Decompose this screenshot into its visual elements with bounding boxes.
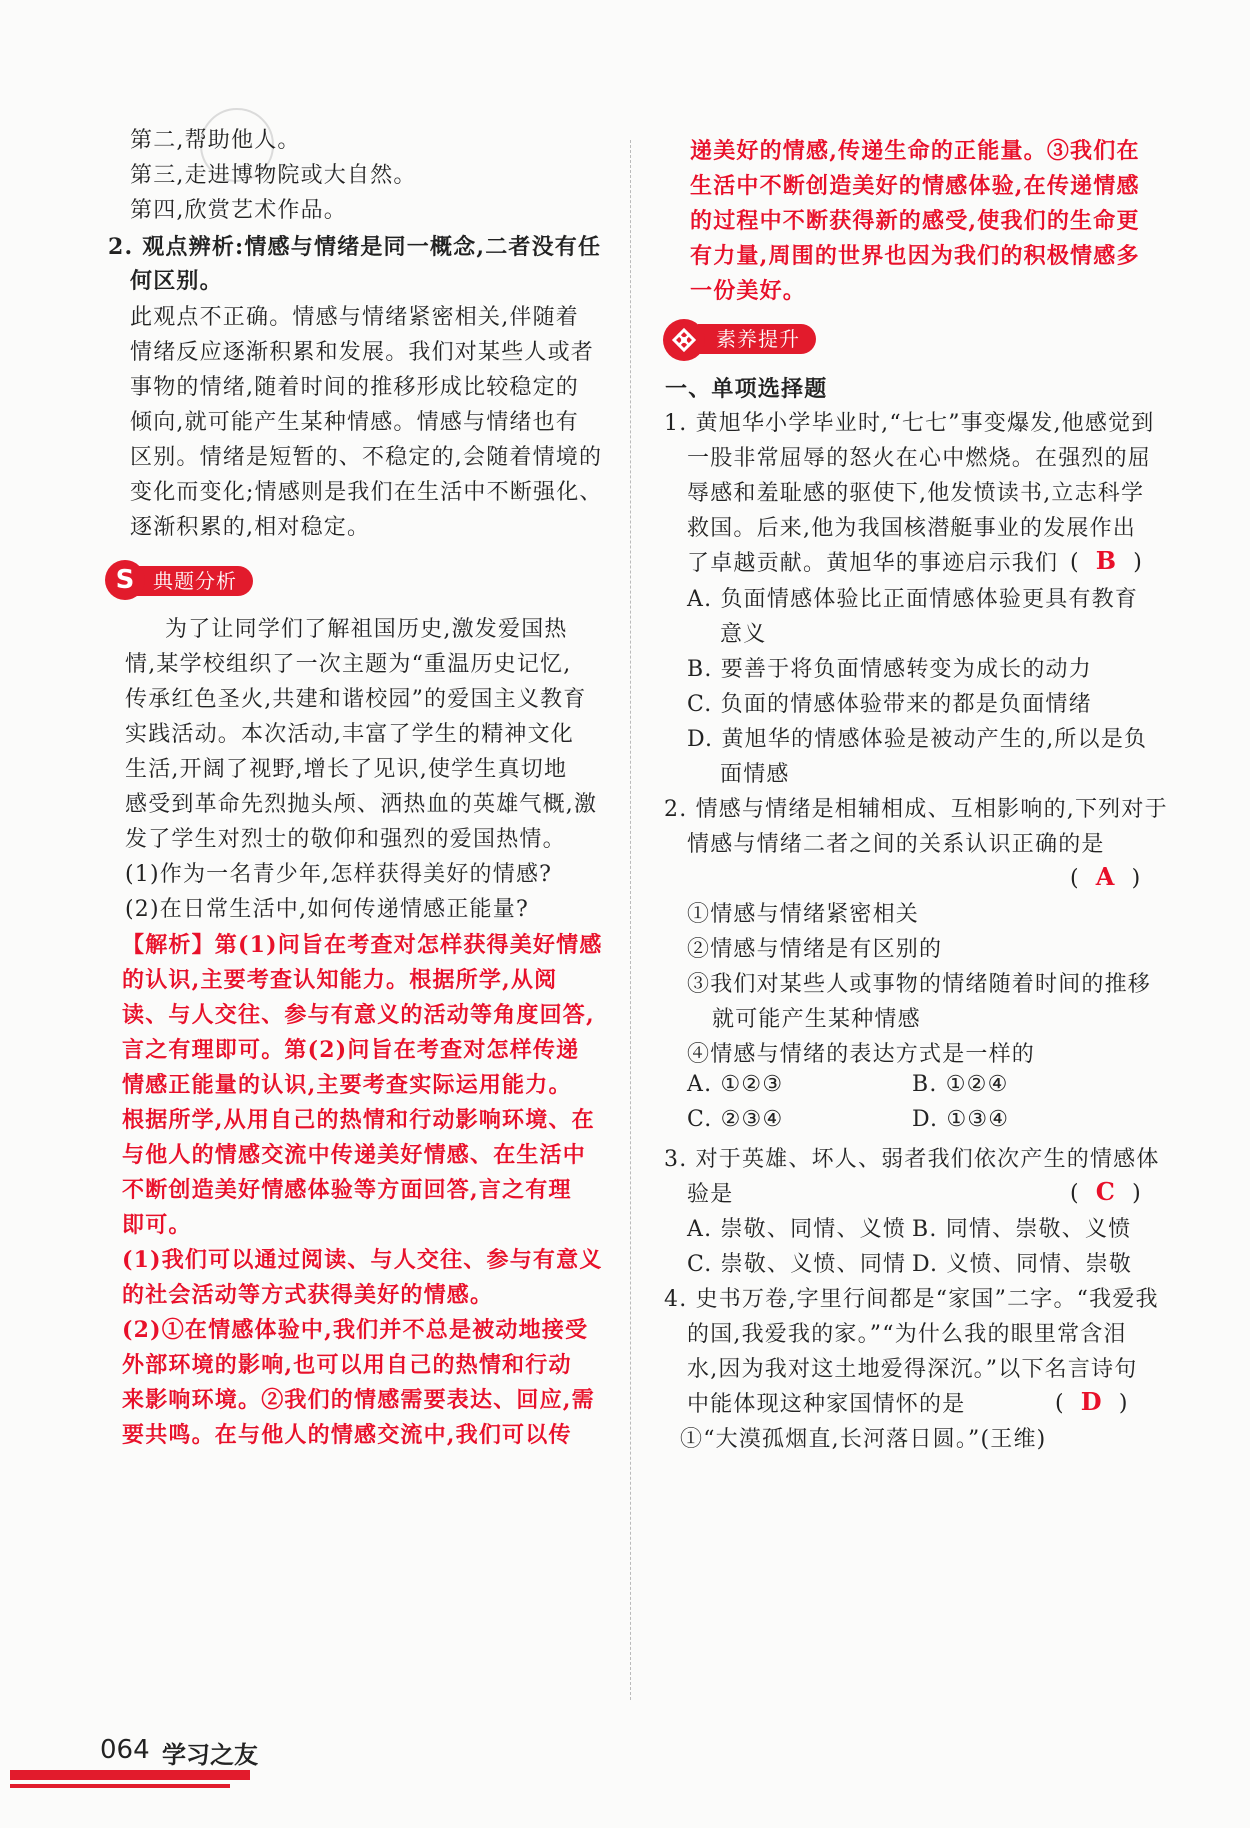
answer-bracket: ( A ): [1070, 862, 1142, 891]
option: B. 同情、崇敬、义愤: [912, 1217, 1132, 1242]
option: C. ②③④: [687, 1107, 784, 1132]
answer-bracket: ( D ): [1055, 1387, 1129, 1416]
answer-bracket: ( C ): [1070, 1177, 1142, 1206]
brand-logo-text: 学习之友: [162, 1740, 258, 1769]
option: C. 崇敬、义愤、同情: [687, 1252, 907, 1277]
answer-line: (2)①在情感体验中,我们并不总是被动地接受: [122, 1317, 589, 1343]
option: D. 义愤、同情、崇敬: [912, 1252, 1133, 1277]
section-title: 素养提升: [698, 324, 816, 354]
answer-line: (1)我们可以通过阅读、与人交往、参与有意义: [122, 1247, 603, 1273]
q1-line: 辱感和羞耻感的驱使下,他发愤读书,立志科学: [687, 481, 1145, 506]
analysis-line: 的认识,主要考查认知能力。根据所学,从阅: [122, 967, 558, 993]
q2-answer: A: [1095, 862, 1116, 891]
option: 面情感: [720, 762, 790, 787]
q2-body: 变化而变化;情感则是我们在生活中不断强化、: [130, 480, 603, 505]
q3-line: 3. 对于英雄、坏人、弱者我们依次产生的情感体: [664, 1147, 1160, 1172]
analysis-line: 即可。: [122, 1212, 192, 1238]
statement: ④情感与情绪的表达方式是一样的: [687, 1042, 1036, 1067]
analysis-line: 言之有理即可。第(2)问旨在考查对怎样传递: [122, 1037, 580, 1063]
analysis-line: 与他人的情感交流中传递美好情感、在生活中: [122, 1142, 587, 1168]
option: B. 要善于将负面情感转变为成长的动力: [687, 657, 1092, 682]
q3-line: 验是: [687, 1182, 734, 1207]
answer-line: 外部环境的影响,也可以用自己的热情和行动: [122, 1352, 572, 1378]
answer-continued-line: 有力量,周围的世界也因为我们的积极情感多: [690, 243, 1140, 269]
passage-line: 生活,开阔了视野,增长了见识,使学生真切地: [125, 757, 568, 782]
q1-line: 一股非常屈辱的怒火在心中燃烧。在强烈的屈: [687, 446, 1152, 471]
passage-line: 发了学生对烈士的敬仰和强烈的爱国热情。: [125, 827, 566, 852]
q1-line: 救国。后来,他为我国核潜艇事业的发展作出: [687, 516, 1136, 541]
option: 意义: [720, 622, 767, 647]
passage-line: 实践活动。本次活动,丰富了学生的精神文化: [125, 722, 574, 747]
footer-bar: [10, 1770, 250, 1780]
option: B. ①②④: [912, 1072, 1009, 1097]
statement: ②情感与情绪是有区别的: [687, 937, 943, 962]
option: A. 崇敬、同情、义愤: [687, 1217, 907, 1242]
q2-line: 2. 情感与情绪是相辅相成、互相影响的,下列对于: [664, 797, 1168, 822]
q4-line: 的国,我爱我的家。”“为什么我的眼里常含泪: [687, 1322, 1127, 1347]
option: D. ①③④: [912, 1107, 1010, 1132]
analysis-line: 不断创造美好情感体验等方面回答,言之有理: [122, 1177, 572, 1203]
q3-answer: C: [1095, 1177, 1117, 1206]
answer-continued-line: 生活中不断创造美好的情感体验,在传递情感: [690, 173, 1140, 199]
answer-bracket: ( B ): [1070, 546, 1144, 575]
passage-line: 传承红色圣火,共建和谐校园”的爱国主义教育: [125, 687, 587, 712]
list-item: 第四,欣赏艺术作品。: [130, 198, 347, 223]
q2-body: 此观点不正确。情感与情绪紧密相关,伴随着: [130, 305, 579, 330]
knot-icon: [662, 318, 706, 362]
question-line: (1)作为一名青少年,怎样获得美好的情感?: [125, 862, 553, 887]
q4-line: 4. 史书万卷,字里行间都是“家国”二字。“我爱我: [664, 1287, 1159, 1312]
q2-body: 情绪反应逐渐积累和发展。我们对某些人或者: [130, 340, 595, 365]
answer-continued-line: 一份美好。: [690, 278, 807, 304]
section-s-icon: S: [105, 560, 145, 600]
q1-line: 了卓越贡献。黄旭华的事迹启示我们: [687, 551, 1059, 576]
option: C. 负面的情感体验带来的都是负面情绪: [687, 692, 1092, 717]
option: A. 负面情感体验比正面情感体验更具有教育: [687, 587, 1139, 612]
answer-line: 来影响环境。②我们的情感需要表达、回应,需: [122, 1387, 595, 1413]
q2-body: 区别。情绪是短暂的、不稳定的,会随着情境的: [130, 445, 603, 470]
analysis-line: 根据所学,从用自己的热情和行动影响环境、在: [122, 1107, 595, 1133]
q2-title: 何区别。: [130, 268, 223, 294]
list-item: 第三,走进博物院或大自然。: [130, 163, 417, 188]
q2-title: 2. 观点辨析:情感与情绪是同一概念,二者没有任: [108, 234, 602, 260]
column-divider: [630, 140, 632, 1700]
q2-body: 逐渐积累的,相对稳定。: [130, 515, 371, 540]
passage-line: 情,某学校组织了一次主题为“重温历史记忆,: [125, 652, 572, 677]
statement: ①情感与情绪紧密相关: [687, 902, 920, 927]
question-line: (2)在日常生活中,如何传递情感正能量?: [125, 897, 529, 922]
answer-continued-line: 递美好的情感,传递生命的正能量。③我们在: [690, 138, 1140, 164]
footer-bar: [10, 1784, 230, 1788]
passage-line: 感受到革命先烈抛头颅、洒热血的英雄气概,激: [125, 792, 598, 817]
q2-body: 倾向,就可能产生某种情感。情感与情绪也有: [130, 410, 579, 435]
sub-heading: 一、单项选择题: [665, 376, 828, 402]
list-item: 第二,帮助他人。: [130, 128, 301, 153]
q2-body: 事物的情绪,随着时间的推移形成比较稳定的: [130, 375, 579, 400]
answer-continued-line: 的过程中不断获得新的感受,使我们的生命更: [690, 208, 1140, 234]
passage-line: 为了让同学们了解祖国历史,激发爱国热: [165, 617, 568, 642]
q4-answer: D: [1080, 1387, 1103, 1416]
option: A. ①②③: [687, 1072, 784, 1097]
q2-line: 情感与情绪二者之间的关系认识正确的是: [687, 832, 1105, 857]
analysis-line: 【解析】第(1)问旨在考查对怎样获得美好情感: [122, 932, 603, 958]
q4-line: 水,因为我对这土地爱得深沉。”以下名言诗句: [687, 1357, 1138, 1382]
q4-line: 中能体现这种家国情怀的是: [687, 1392, 966, 1417]
option: D. 黄旭华的情感体验是被动产生的,所以是负: [687, 727, 1148, 752]
analysis-line: 情感正能量的认识,主要考查实际运用能力。: [122, 1072, 572, 1098]
analysis-line: 读、与人交往、参与有意义的活动等角度回答,: [122, 1002, 595, 1028]
statement: ③我们对某些人或事物的情绪随着时间的推移: [687, 972, 1152, 997]
statement: 就可能产生某种情感: [712, 1007, 921, 1032]
page-number: 064: [100, 1735, 150, 1765]
q1-answer: B: [1095, 546, 1118, 575]
answer-line: 的社会活动等方式获得美好的情感。: [122, 1282, 494, 1308]
answer-line: 要共鸣。在与他人的情感交流中,我们可以传: [122, 1422, 572, 1448]
section-title: 典题分析: [135, 566, 253, 596]
statement: ①“大漠孤烟直,长河落日圆。”(王维): [680, 1427, 1047, 1452]
q1-line: 1. 黄旭华小学毕业时,“七七”事变爆发,他感觉到: [664, 411, 1155, 436]
